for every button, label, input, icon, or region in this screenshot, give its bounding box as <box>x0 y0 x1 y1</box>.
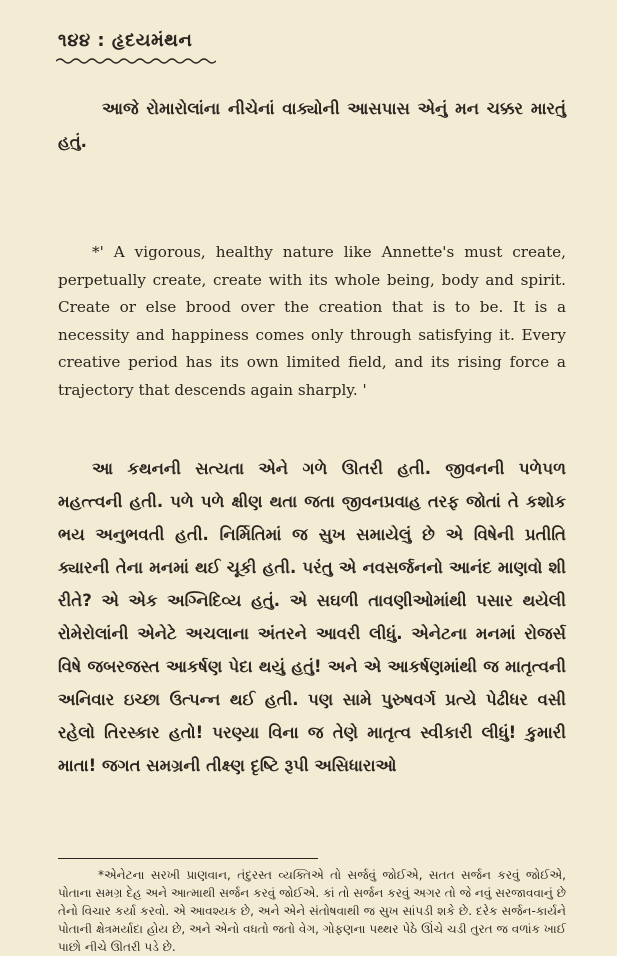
footnote: *એનેટના સરખી પ્રાણવાન, તંદુરસ્ત વ્યક્તિએ તો સર્જવું જોઈએ, સતત સર્જન કરવું જોઈએ, પોતાના સમગ્ર દેહ અને આત્માથી સર્જન કરવું જોઈએ. કાં તો સર્જન કરવું અગર તો જે નવું સરજાવવાનું છે તેનો વિચાર કર્યા કરવો. એ આવશ્યક છે, અને એને સંતોષવાથી જ સુખ સાંપડી શકે છે. દરેક સર્જન-કાર્યને પોતાની ક્ષેત્રમર્યાદા હોય છે, અને એનો વધતો જતો વેગ, ગોફણના પથ્થર પેઠે ઊંચે ચડી તુરત જ વળાંક ખાઈ પાછો નીચે ઊતરી પડે છે. <box>58 868 566 954</box>
wavy-underline-ornament <box>56 56 216 66</box>
english-quotation: *' A vigorous, healthy nature like Annette's must create, perpetually create, create with its whole being, body and spirit. Create or else brood over the creation that is to be. It is a necessity and happiness comes only through satisfying it. Every creative period has its own limited field, and its rising force a trajectory that descends again sharply. ' <box>58 243 566 399</box>
paragraph-main: આ કથનની સત્યતા એને ગળે ઊતરી હતી. જીવનની પળેપળ મહત્ત્વની હતી. પળે પળે ક્ષીણ થતા જતા જીવનપ્રવાહ તરફ જોતાં તે કશોક ભય અનુભવતી હતી. નિર્મિતિમાં જ સુખ સમાયેલું છે એ વિષેની પ્રતીતિ ક્યારની તેના મનમાં થઈ ચૂકી હતી. પરંતુ એ નવસર્જનનો આનંદ માણવો શી રીતે? એ એક અગ્નિદિવ્ય હતું. એ સઘળી તાવણીઓમાંથી પસાર થયેલી રોમેરોલાંની એનેટે અચલાના અંતરને આવરી લીધું. એનેટના મનમાં રોજર્સ વિષે જબરજસ્ત આકર્ષણ પેદા થયું હતું! અને એ આકર્ષણમાંથી જ માતૃત્વની અનિવાર ઇચ્છા ઉત્પન્ન થઈ હતી. પણ સામે પુરુષવર્ગ પ્રત્યે પેઢીધર વસી રહેલો તિરસ્કાર હતો! પરણ્યા વિના જ તેણે માતૃત્વ સ્વીકારી લીધું! કુમારી માતા! જગત સમગ્રની તીક્ષ્ણ દૃષ્ટિ રૂપી અસિધારાઓ <box>58 459 566 775</box>
footnote-divider <box>58 858 318 859</box>
running-head: ૧૪૪ : હૃદયમંથન <box>58 30 193 51</box>
paragraph-intro: આજે રોમારોલાંના નીચેનાં વાક્યોની આસપાસ એનું મન ચક્કર મારતું હતું. <box>58 99 566 151</box>
